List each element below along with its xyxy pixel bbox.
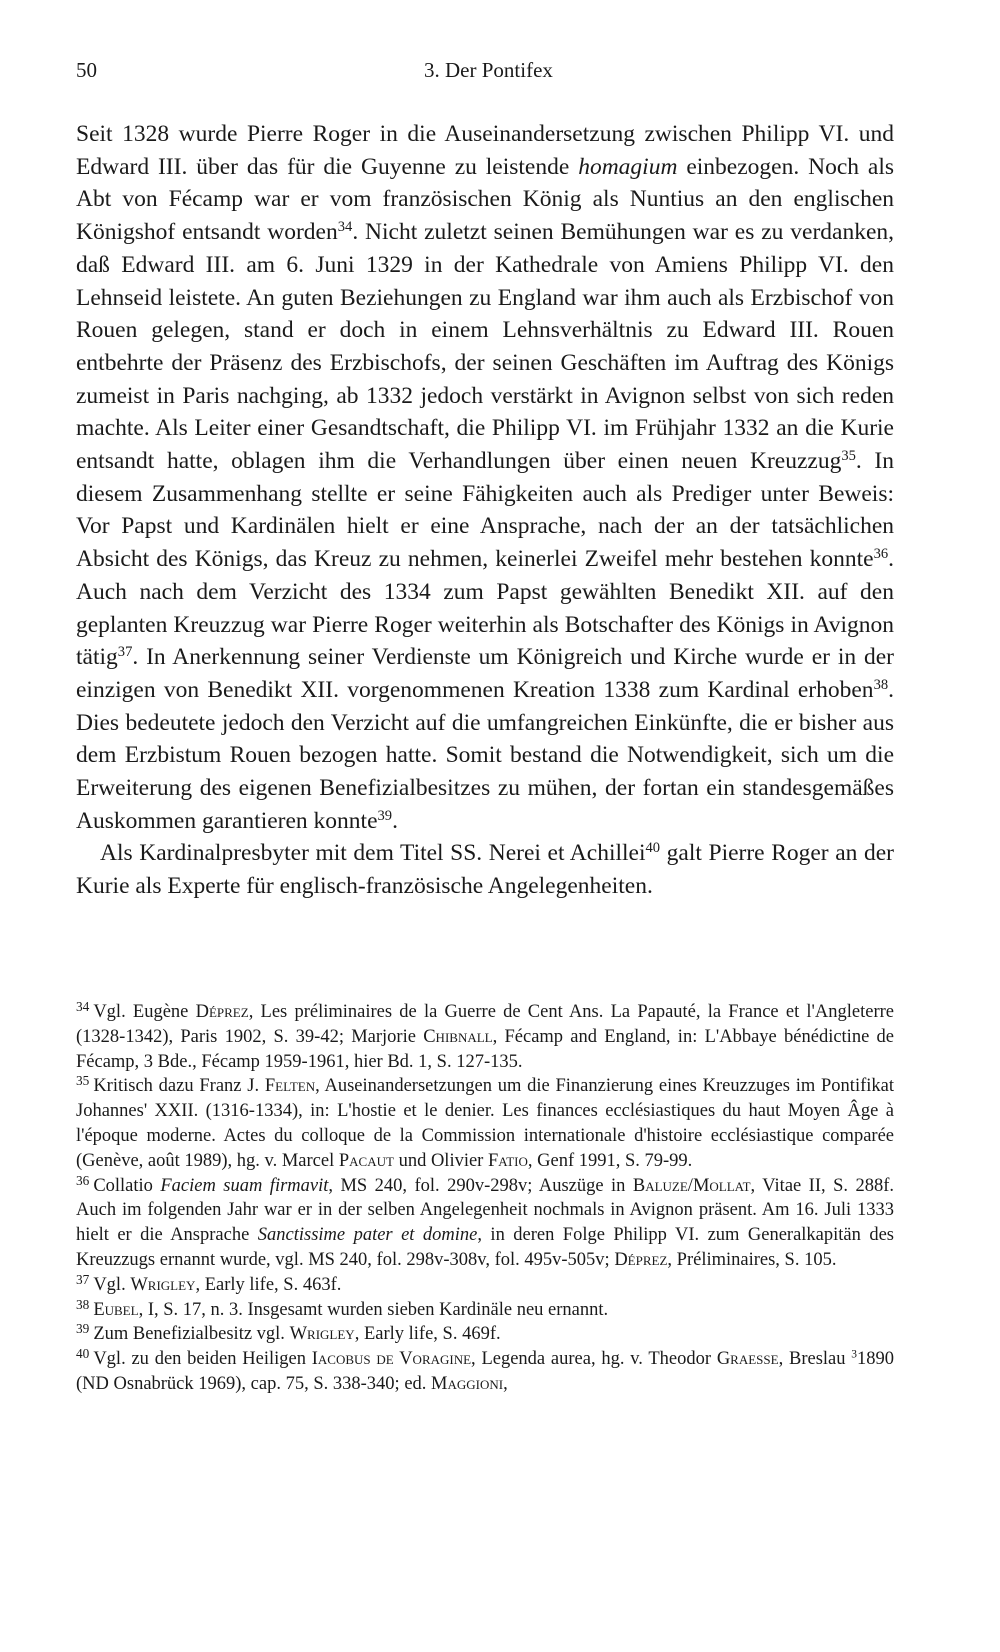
footnote-number: 39 [76,1321,90,1337]
footnote-number: 38 [76,1296,90,1312]
text-run: galt Pierre Roger an der Kurie als Experte für englisch-französische Angelegenheiten. [76,840,895,900]
footnote-number: 34 [76,999,90,1015]
footnote-text: Zum Benefizialbesitz vgl. [93,1324,290,1345]
footnote-text: , [503,1373,508,1394]
footnote-text: , Les préliminaires de la Guerre de Cent Ans. La Papauté, la France et l'Angleterre (1328-1342), Paris 1902, S. 39-42; Marjorie [76,1002,894,1047]
text-run: . Auch nach dem Verzicht des 1334 zum Papst gewählten Benedikt XII. auf den geplanten Kreuzzug war Pierre Roger weiterhin als Botschafter des Königs in Avignon tätig [76,546,894,671]
footnote-text: , Early life, S. 463f. [195,1274,342,1295]
footnotes-section [76,1000,894,1397]
page-number: 50 [76,58,97,82]
footnote-text: Collatio [93,1175,161,1196]
italic-title: Faciem suam firmavit [160,1175,329,1196]
footnote-number: 37 [76,1271,90,1287]
author-name: Graesse [716,1349,779,1370]
paragraph-1 [76,118,894,837]
author-name: Maggioni [431,1373,504,1394]
author-name: Fatio [487,1150,528,1171]
main-text [76,118,894,903]
author-name: Baluze/Mollat [632,1175,751,1196]
footnote-text: , Vitae II, S. 288f. Auch im folgenden Jahr war er in der selben Angelegenheit nochmals in Avignon präsent. Am 16. Juli 1333 hielt er die Ansprache [76,1175,894,1246]
footnote-text: Vgl. [93,1274,131,1295]
footnote-38 [76,1298,894,1323]
footnote-ref-38[interactable]: 38 [873,676,889,693]
text-run: Als Kardinalpresbyter mit dem Titel SS. Nerei et Achillei [100,840,646,867]
footnote-text: , MS 240, fol. 290v-298v; Auszüge in [328,1175,633,1196]
footnote-39 [76,1322,894,1347]
footnote-text: , Préliminaires, S. 105. [667,1249,837,1270]
footnote-text: , Legenda aurea, hg. v. Theodor [471,1349,717,1370]
author-name: Felten [264,1076,316,1097]
footnote-35 [76,1074,894,1173]
text-run: Seit 1328 wurde Pierre Roger in die Auseinandersetzung zwischen Philipp VI. und Edward III. über das für die Guyenne zu leistende [76,121,894,180]
author-name: Iacobus de Voragine [311,1349,472,1370]
italic-title: Sanctissime pater et domine [257,1225,478,1246]
footnote-ref-34[interactable]: 34 [337,219,353,236]
text-run: . Dies bedeutete jedoch den Verzicht auf die umfangreichen Einkünfte, die er bisher aus dem Erzbistum Rouen bezogen hatte. Somit bestand die Notwendigkeit, sich um die Erweiterung des eigenen Benefizialbesitzes zu mühen, der fortan ein standesgemäßes Auskommen garantieren konnte [76,676,894,834]
footnote-text: , I, S. 17, n. 3. Insgesamt wurden sieben Kardinäle neu ernannt. [138,1299,609,1320]
author-name: Pacaut [338,1150,394,1171]
running-head: 3. Der Pontifex [424,58,553,82]
paragraph-2 [76,837,894,902]
text-run: . In Anerkennung seiner Verdienste um Königreich und Kirche wurde er in der einzigen von Benedikt XII. vorgenommenen Kreation 1338 zum Kardinal erhoben [76,644,894,703]
footnote-36 [76,1174,894,1273]
footnote-text: , Auseinandersetzungen um die Finanzierung eines Kreuzzuges im Pontifikat Johannes' XXII. (1316-1334), in: L'hostie et le denier. Les finances ecclésiastiques du haut Moyen Âge à l'époque moderne. Actes du colloque de la Commission internationale d'histoire ecclésiastique comparée (Genève, août 1989), hg. v. Marcel [76,1076,894,1171]
footnote-text: und Olivier [393,1150,488,1171]
footnote-text: , in deren Folge Philipp VI. zum Generalkapitän des Kreuzzugs ernannt wurde, vgl. MS 240, fol. 298v-308v, fol. 495v-505v; [76,1225,894,1270]
author-name: Wrigley [289,1324,355,1345]
footnote-text: Kritisch dazu Franz J. [93,1076,265,1097]
author-name: Wrigley [130,1274,196,1295]
footnote-40 [76,1347,894,1397]
footnote-number: 40 [76,1346,90,1362]
footnote-number: 35 [76,1073,90,1089]
author-name: Eubel [93,1299,139,1320]
text-run: einbezogen. Noch als Abt von Fécamp war er vom französischen König als Nuntius an den englischen Königshof entsandt worden [76,153,894,246]
footnote-ref-36[interactable]: 36 [873,546,889,563]
footnote-ref-40[interactable]: 40 [645,840,661,857]
footnote-34 [76,1000,894,1074]
author-name: Déprez [614,1249,668,1270]
text-run: . In diesem Zusammenhang stellte er seine Fähigkeiten auch als Prediger unter Beweis: Vor Papst und Kardinälen hielt er eine Ansprache, nach der an der tatsächlichen Absicht des Königs, das Kreuz zu nehmen, keinerlei Zweifel mehr bestehen konnte [76,448,894,573]
text-run: . Nicht zuletzt seinen Bemühungen war es zu verdanken, daß Edward III. am 6. Juni 1329 in der Kathedrale von Amiens Philipp VI. den Lehnseid leistete. An guten Beziehungen zu England war ihm auch als Erzbischof von Rouen gelegen, stand er doch in einem Lehnsverhältnis zu Edward III. Rouen entbehrte der Präsenz des Erzbischofs, der seinen Geschäften im Auftrag des Königs zumeist in Paris nachging, ab 1332 jedoch verstärkt in Avignon selbst von sich reden machte. Als Leiter einer Gesandtschaft, die Philipp VI. im Frühjahr 1332 an die Kurie entsandt hatte, oblagen ihm die Verhandlungen über einen neuen Kreuzzug [76,219,894,475]
footnote-37 [76,1273,894,1298]
footnote-text: , Early life, S. 469f. [354,1324,501,1345]
footnote-text: , Genf 1991, S. 79-99. [527,1150,693,1171]
footnote-number: 36 [76,1172,90,1188]
text-run: . [392,807,398,834]
footnote-text: Vgl. Eugène [93,1002,196,1022]
page-header [76,58,894,88]
footnote-text: 1890 (ND Osnabrück 1969), cap. 75, S. 338-340; ed. [76,1349,894,1394]
author-name: Chibnall [423,1026,493,1047]
italic-term: homagium [578,153,678,180]
footnote-ref-35[interactable]: 35 [841,448,856,465]
footnote-text: , Breslau [778,1349,852,1370]
footnote-text: , Fécamp and England, in: L'Abbaye bénédictine de Fécamp, 3 Bde., Fécamp 1959-1961, hier Bd. 1, S. 127-135. [76,1026,894,1072]
footnote-text: Vgl. zu den beiden Heiligen [93,1349,312,1370]
footnote-ref-37[interactable]: 37 [117,644,133,661]
edition-superscript: 3 [851,1348,857,1361]
footnote-ref-39[interactable]: 39 [377,807,393,824]
author-name: Déprez [195,1002,249,1022]
